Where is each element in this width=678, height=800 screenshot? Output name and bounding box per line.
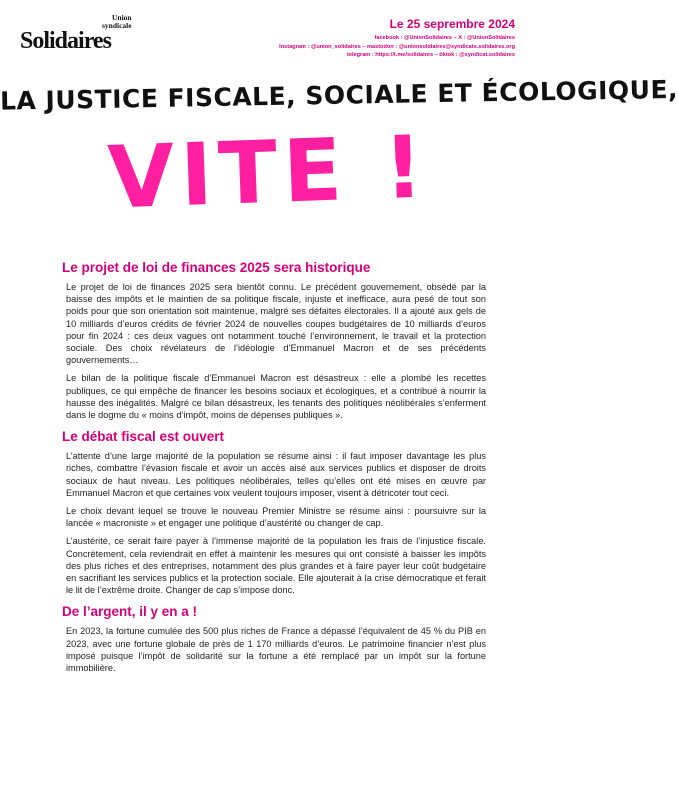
paragraph: L’austérité, ce serait faire payer à l’immense majorité de la population les frais de l’injustice fiscale. Concrètement, cela reviendrait en effet à maintenir les mesures qui ont consisté à baisser les impôts des plus riches et des entreprises, notamment des plus grandes et à faire payer leur coût budgétaire en sacrifiant les services publics et la protection sociale. Elle ajouterait à la crise démocratique et ferait le lit de l’extrême droite. Changer de cap s’impose donc.: [66, 536, 486, 596]
social-links: [279, 34, 515, 60]
logo-small-line1: Union: [112, 13, 132, 22]
section-projet-loi: [62, 260, 486, 421]
document-date: Le 25 seprembre 2024: [389, 17, 515, 31]
section-heading: Le projet de loi de finances 2025 sera historique: [62, 260, 371, 275]
logo-small-line2: syndicale: [102, 20, 132, 30]
section-heading: De l’argent, il y en a !: [62, 604, 198, 620]
headline: LA JUSTICE FISCALE, SOCIALE ET ÉCOLOGIQUE,: [0, 74, 678, 116]
paragraph: Le bilan de la politique fiscale d’Emmanuel Macron est désastreux : elle a plombé les recettes publiques, ce qui empêche de financer les besoins sociaux et écologiques, et a contribué à nourrir la hausse des inégalités. Malgré ce bilan désastreux, les tenants des politiques néolibérales s’enferment dans le dogme du « moins d’impôt, moins de dépenses publiques ».: [66, 373, 486, 421]
logo-union-syndicale: [102, 14, 132, 29]
paragraph: Le projet de loi de finances 2025 sera bientôt connu. Le précédent gouvernement, obsédé par la baisse des impôts et le maintien de sa politique fiscale, injuste et inefficace, aura pesé de tout son poids pour que son orientation soit maintenue, malgré ses défaites électorales. Il a ajouté aux gels de 10 milliards d’euros crédits de février 2024 de nouvelles coupes budgétaires de 10 milliards d’euros pour fin 2024 : ces deux vagues ont notamment touché l’environnement, le travail et la protection sociale. Des choix révélateurs de l’idéologie d’Emmanuel Macron et de ses précédents gouvernements…: [66, 282, 486, 366]
headline-vite: VITE !: [106, 117, 431, 229]
paragraph: L’attente d’une large majorité de la population se résume ainsi : il faut imposer davantage les plus riches, combattre l’évasion fiscale et avoir un accès aisé aux services publics et disposer de droits sociaux de haut niveau. Les politiques néolibérales, telles qu’elles ont été mises en œuvre par Emmanuel Macron et que certaines voix veulent toujours imposer, visent à détricoter tout ceci.: [66, 451, 486, 498]
paragraph: En 2023, la fortune cumulée des 500 plus riches de France a dépassé l’équivalent de 45 % du PIB en 2023, avec une fortune globale de près de 1 170 milliards d’euros. Le patrimoine financier n’est plus imposé puisque l’impôt de solidarité sur la fortune a été remplacé par un impôt sur la fortune immobilière.: [66, 626, 486, 674]
social-line-3: telegram : https://t.me/solidaires – tiktok : @syndicat.solidaires: [346, 52, 515, 58]
solidaires-logo: [20, 14, 140, 58]
paragraph: Le choix devant lequel se trouve le nouveau Premier Ministre se résume ainsi : poursuivre sur la lancée « macroniste » et engager une politique d’austérité ou changer de cap.: [66, 506, 486, 529]
social-line-1: facebook : @UnionSolidaires – X : @UnionSolidaires: [374, 35, 515, 41]
logo-wordmark: Solidaires: [20, 28, 111, 54]
section-argent: [62, 604, 486, 674]
section-heading: Le débat fiscal est ouvert: [62, 429, 225, 445]
social-line-2: Instagram : @union_solidaires – mastodon : @unionsolidaires@syndicats.solidaires.org: [279, 43, 515, 50]
article-body: [62, 260, 486, 682]
section-debat-fiscal: [62, 429, 486, 596]
page-header: [0, 0, 537, 70]
